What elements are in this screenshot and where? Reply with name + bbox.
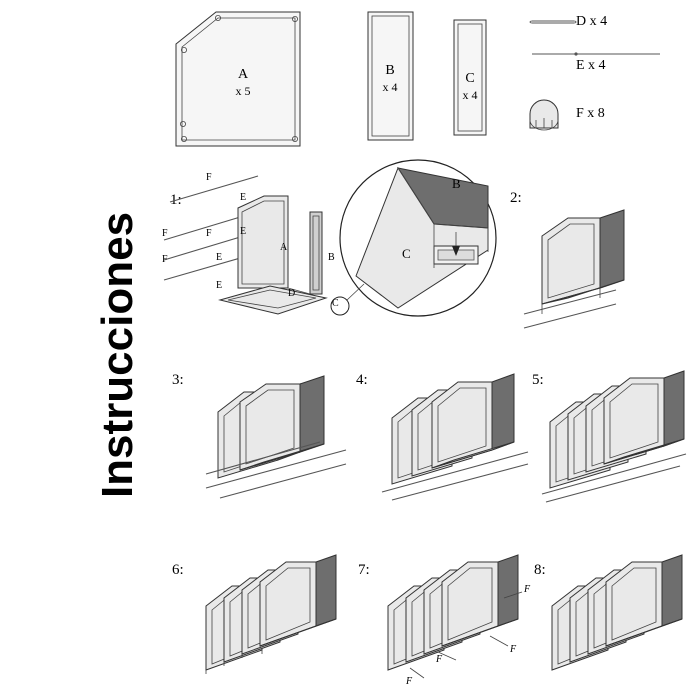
step-1-label-e3: E	[216, 252, 223, 263]
step-1-label-f1: F	[206, 172, 212, 183]
step-1-label-f2: F	[162, 228, 168, 239]
part-c-label	[448, 70, 492, 103]
step-7-label-f4: F	[406, 676, 413, 687]
detail-label-b: B	[452, 176, 461, 191]
step-5-number: 5:	[532, 372, 544, 388]
part-a-name: A	[237, 67, 249, 82]
step-4-number: 4:	[356, 372, 368, 388]
step-7-number: 7:	[358, 562, 370, 578]
step-3-number: 3:	[172, 372, 184, 388]
hardware-f	[524, 98, 570, 132]
step-5-diagram	[540, 366, 700, 506]
part-b-name: B	[385, 63, 395, 78]
detail-label-c: C	[402, 246, 411, 261]
hardware-d-label: D x 4	[576, 14, 608, 29]
step-4-diagram	[378, 366, 558, 506]
step-2-diagram	[520, 196, 660, 336]
step-1-label-e4: E	[216, 280, 223, 291]
step-1-label-f3: F	[206, 228, 212, 239]
step-8-number: 8:	[534, 562, 546, 578]
hardware-f-label: F x 8	[576, 106, 605, 121]
part-c-qty: x 4	[462, 87, 478, 102]
step-7-diagram	[382, 548, 542, 678]
step-1-label-d: D	[288, 288, 296, 299]
step-1-label-e1: E	[240, 192, 247, 203]
step-1-label-c: C	[332, 298, 339, 309]
step-7-label-f3: F	[510, 644, 517, 655]
step-7-label-f1: F	[524, 584, 531, 595]
step-1-label-e2: E	[240, 226, 247, 237]
page-title: Instrucciones	[93, 211, 142, 499]
step-1-number: 1:	[170, 192, 182, 208]
hardware-d	[530, 16, 576, 30]
step-2-number: 2:	[510, 190, 522, 206]
step-6-number: 6:	[172, 562, 184, 578]
step-1-label-b: B	[328, 252, 335, 263]
step-6-diagram	[200, 548, 360, 678]
hardware-e-label: E x 4	[576, 58, 606, 73]
part-b-qty: x 4	[382, 79, 398, 94]
step-1-label-a: A	[280, 242, 288, 253]
callout-leader	[326, 280, 366, 320]
part-a-qty: x 5	[235, 83, 251, 98]
part-b-label	[366, 62, 414, 95]
part-a-label	[208, 66, 278, 99]
step-7-label-f2: F	[436, 654, 443, 665]
step-1-label-f4: F	[162, 254, 168, 265]
part-c-name: C	[465, 71, 475, 86]
step-8-diagram	[548, 548, 698, 678]
